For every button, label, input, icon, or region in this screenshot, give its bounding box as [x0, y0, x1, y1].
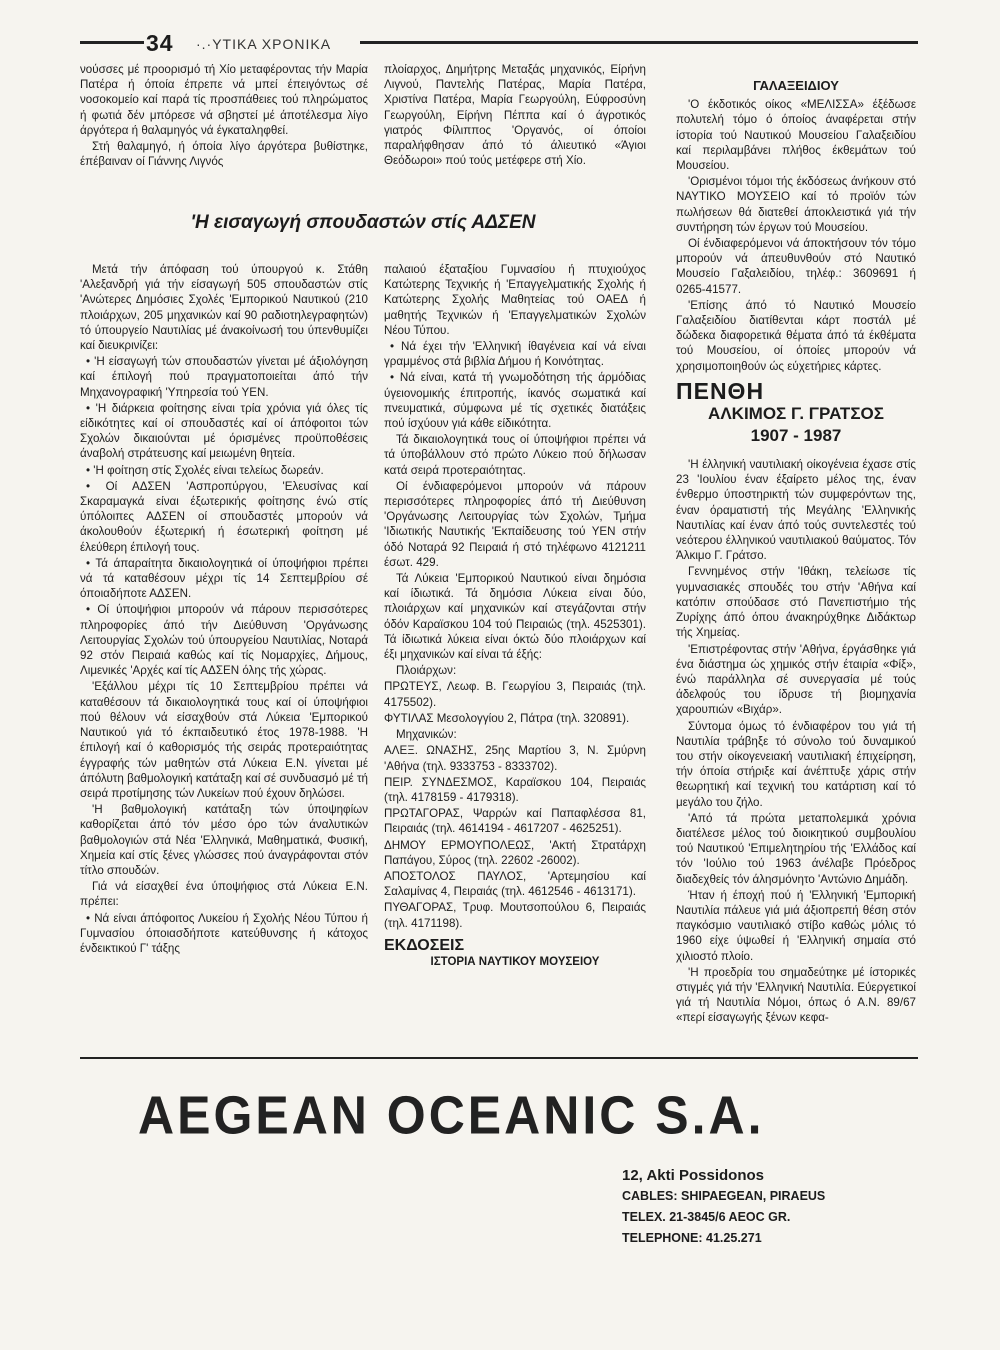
obituary-name: ΑΛΚΙΜΟΣ Γ. ΓΡΑΤΣΟΣ [708, 404, 884, 424]
paragraph: 'Από τά πρώτα μεταπολεμικά χρόνια διατέλεσε μέλος τού διοικητικού συμβουλίου τού Ναυτικού 'Επιμελητηρίου τής 'Ελλάδος καί τόν 'Ιούλιο τού 1963 άνέλαβε Πρόεδρος διαδεχθείς τόν άλησμόνητο 'Αντώνιο Δημάδη. [676, 811, 916, 886]
magazine-title: ·.·ΥΤΙΚΑ ΧΡΟΝΙΚΑ [196, 36, 332, 52]
list-item: ΦΥΤΙΛΑΣ Μεσολογγίου 2, Πάτρα (τηλ. 320891). [384, 711, 630, 725]
top-column-2 [384, 62, 646, 169]
ekdoseis-subheading: ΙΣΤΟΡΙΑ ΝΑΥΤΙΚΟΥ ΜΟΥΣΕΙΟΥ [430, 955, 600, 968]
paragraph: Ήταν ή έποχή πού ή 'Ελληνική 'Εμπορική Ναυτιλία πάλευε γιά μιά άξιοπρεπή θέση στόν παγκόσμιο ναυτιλιακό στίβο καθώς μόλις τό 1960 είχε ύψωθεί ή 'Ελληνική σημαία στό χιλιοστό πλοίο. [676, 888, 916, 963]
paragraph: πλοίαρχος, Δημήτρης Μεταξάς μηχανικός, Είρήνη Λιγνού, Παντελής Πατέρας, Μαρία Πατέρα, Χριστίνα Πατέρα, Μαρία Γεωργούλη, Εύφροσύνη Γεωργούλη, Είρήνη Πέππα καί ό άγροτικός γιατρός Φίλιππος 'Οργανός, οί όποίοι παραλήφθησαν άπό τό άλιευτικό «Άγιοι Θεόδωροι» πού τούς μετέφερε στή Χίο. [384, 63, 646, 168]
list-item: ΠΥΘΑΓΟΡΑΣ, Τρυφ. Μουτσοπούλου 6, Πειραιάς (τηλ. 4171198). [384, 901, 646, 930]
paragraph: Μετά τήν άπόφαση τού ύπουργού κ. Στάθη 'Αλεξανδρή γιά τήν είσαγωγή 505 σπουδαστών στίς 'Ανώτερες Δημόσιες Σχολές 'Εμπορικού Ναυτικού (210 πλοιάρχων, 205 μηχανικών καί 90 ραδιοτηλεγραφητών) τό ύπουργείο Ναυτιλίας μέ άνακοίνωσή του ύπενθυμίζει καί διευκρινίζει: [80, 263, 368, 353]
bullet-paragraph: • Οί ύποψήφιοι μπορούν νά πάρουν περισσότερες πληροφορίες άπό τήν Διεύθυνση 'Οργάνωσης Λειτουργίας Σχολών τού ύπουργείου Ναυτιλίας, Νοταρά 92 στόν Πειραιά καθώς καί τίς Νομαρχίες, Δήμους, Λιμενικές 'Αρχές καί τίς ΑΔΣΕΝ όλης τής χώρας. [80, 602, 368, 678]
paragraph: 'Η έλληνική ναυτιλιακή οίκογένεια έχασε στίς 23 'Ιουλίου έναν έξαίρετο μέλος της, έναν ένθερμο ύποστηρικτή τών συμφερόντων της, έναν όραματιστή τής Μεγάλης 'Ελληνικής Ναυτιλίας καί έναν άπό τούς συντελεστές τού νεότερου έλληνικού ναυτιλιακού θαύματος. Τόν Άλκιμο Γ. Γράτσο. [676, 458, 916, 563]
obituary-years: 1907 - 1987 [750, 426, 842, 446]
bullet-paragraph: • 'Η διάρκεια φοίτησης είναι τρία χρόνια γιά όλες τίς είδικότητες καί οί σπουδαστές καί οί άπόφοιτοι τών Σχολών δικαιούνται μέ όρισμένες προϋποθέσεις άναβολή στράτευσης καί μειωμένη θητεία. [80, 401, 368, 462]
list-item: ΠΡΩΤΕΥΣ, Λεωφ. Β. Γεωργίου 3, Πειραιάς (τηλ. 4175502). [384, 680, 646, 709]
paragraph: 'Επίσης άπό τό Ναυτικό Μουσείο Γαλαξειδίου διατίθενται κάρτ ποστάλ μέ δώδεκα διαφορετικά θέματα άπό τά έκθέματα τού Μουσείου, οί όποίες μπορούν νά χρησιμοποιηθούν ώς εύχετήριες κάρτες. [676, 298, 916, 373]
ad-company-name: AEGEAN OCEANIC S.A. [138, 1085, 765, 1146]
header-rule-right [360, 41, 918, 44]
paragraph: Σύντομα όμως τό ένδιαφέρον του γιά τή Ναυτιλία τράβηξε τό σύνολο τού δυναμικού του στήν οίκογενειακή ναυτιλιακή έπιχείρηση, τήν όποία στήριξε καί άνέπτυξε χάρις στήν θεωρητική καί τεχνική του κατάρτιση καί τό μεγάλο του ζήλο. [676, 719, 916, 809]
list-item: ΔΗΜΟΥ ΕΡΜΟΥΠΟΛΕΩΣ, 'Ακτή Στρατάρχη Παπάγου, Σύρος (τηλ. 22602 -26002). [384, 838, 646, 867]
list-item: ΠΡΩΤΑΓΟΡΑΣ, Ψαρρών καί Παπαφλέσσα 81, Πειραιάς (τηλ. 4614194 - 4617207 - 4625251). [384, 807, 646, 836]
article-column-1 [80, 262, 368, 957]
bullet-paragraph: • 'Η φοίτηση στίς Σχολές είναι τελείως δωρεάν. [80, 463, 368, 478]
bottom-divider [80, 1057, 918, 1059]
paragraph: Τά δικαιολογητικά τους οί ύποψήφιοι πρέπει νά τά ύποβάλλουν στό πρώτο Λύκειο πού δήλωσαν κατά σειρά προτεραιότητας. [384, 433, 646, 477]
paragraph: 'Η προεδρία του σημαδεύτηκε μέ ίστορικές στιγμές γιά τήν 'Ελληνική Ναυτιλία. Εύεργετικοί γιά τή Ναυτιλία Νόμοι, όπως ό Α.Ν. 89/67 «περί είσαγωγής ξένων κεφα- [676, 965, 916, 1025]
bullet-paragraph: • Τά άπαραίτητα δικαιολογητικά οί ύποψήφιοι πρέπει νά τά καταθέσουν μέχρι τίς 14 Σεπτεμβρίου σέ όποιαδήποτε ΑΔΣΕΝ. [80, 556, 368, 602]
obituaries-heading: ΠΕΝΘΗ [676, 377, 765, 404]
paragraph: 'Επιστρέφοντας στήν 'Αθήνα, έργάσθηκε γιά ένα διάστημα ώς χημικός στήν έταιρία «Φίξ», ένώ παράλληλα σέ συνεργασία μέ τούς άδελφούς του ίδρυσε τή βιομηχανία χαρουπιών «Βιχάρ». [676, 642, 916, 717]
bullet-paragraph: • 'Η είσαγωγή τών σπουδαστών γίνεται μέ άξιολόγηση καί έπιλογή πού πραγματοποιείται άπό τήν Μηχανογραφική 'Υπηρεσία τού ΥΕΝ. [80, 354, 368, 400]
paragraph: 'Ορισμένοι τόμοι τής έκδόσεως άνήκουν στό ΝΑΥΤΙΚΟ ΜΟΥΣΕΙΟ καί τό προϊόν τών πωλήσεων θά διατεθεί άποκλειστικά γιά τήν συντήρηση τών έργων τού Μουσείου. [676, 175, 916, 234]
bullet-paragraph: • Οί ΑΔΣΕΝ 'Ασπροπύργου, 'Ελευσίνας καί Σκαραμαγκά είναι έξωτερικής φοίτησης ένώ στίς ύπόλοιπες ΑΔΣΕΝ οί σπουδαστές μπορούν νά άκολουθούν έξωτερική ή έσωτερική φοίτηση μέ έλεύθερη έπιλογή τους. [80, 479, 368, 555]
header-rule-left [80, 41, 144, 44]
page-number: 34 [146, 30, 174, 56]
right-column [676, 78, 916, 1027]
ad-cables: CABLES: SHIPAEGEAN, PIRAEUS [622, 1189, 826, 1203]
galaxidi-heading: ΓΑΛΑΞΕΙΔΙΟΥ [753, 78, 839, 93]
ekdoseis-heading: ΕΚΔΟΣΕΙΣ [384, 936, 465, 954]
paragraph: παλαιού έξαταξίου Γυμνασίου ή πτυχιούχος Κατώτερης Τεχνικής ή 'Επαγγελματικής Σχολής ή Κατώτερης Σχολής Μαθητείας τού ΟΑΕΔ ή μαθητής Τεχνικών ή 'Επαγγελματικών Σχολών Νέου Τύπου. [384, 263, 646, 337]
article-column-2 [384, 262, 646, 970]
list-heading: Πλοιάρχων: [396, 664, 457, 678]
ad-contact-block [622, 1165, 825, 1249]
paragraph: Στή θαλαμηγό, ή όποία λίγο άργότερα βυθίστηκε, έπέβαιναν οί Γιάννης Λιγνός [80, 140, 368, 169]
paragraph: Γιά νά είσαχθεί ένα ύποψήφιος στά Λύκεια Ε.Ν. πρέπει: [80, 880, 368, 909]
paragraph: 'Εξάλλου μέχρι τίς 10 Σεπτεμβρίου πρέπει νά καταθέσουν τά δικαιολογητικά τους καί οί ύποψήφιοι πού θέλουν νά είσαχθούν στά Λύκεια 'Εμπορικού Ναυτικού γιά τό έκπαιδευτικό έτος 1978-1988. 'Η έπιλογή καί ό καθορισμός τής σειράς προτεραιότητας έγγραφής τών μαθητών στά Λύκεια Ε.Ν. γίνεται μέ άπόλυτη βαθμολογική κατάταξη καί σέ συνδυασμό μέ τή σειρά προτίμησης τών Λυκείων πού έχουν δηλώσει. [80, 680, 368, 800]
bullet-paragraph: • Νά είναι, κατά τή γνωμοδότηση τής άρμόδιας ύγειονομικής έπιτροπής, ίκανός σωματικά καί πνευματικά, σύμφωνα μέ τίς σχετικές διατάξεις πού ίσχύουν γιά κάθε είδικότητα. [384, 370, 646, 431]
paragraph: Οί ένδιαφερόμενοι μπορούν νά πάρουν περισσότερες πληροφορίες άπό τή Διεύθυνση 'Οργάνωσης Λειτουργίας τών Σχολών, Τμήμα 'Ιδιωτικής Ναυτικής 'Εκπαίδευσης τού ΥΕΝ στήν όδό Νοταρά 92 Πειραιά ή στό τηλέφωνο 4121211 έσωτ. 429. [384, 479, 646, 569]
ad-address: 12, Akti Possidonos [622, 1167, 764, 1184]
paragraph: Τά Λύκεια 'Εμπορικού Ναυτικού είναι δημόσια καί ίδιωτικά. Τά δημόσια Λύκεια είναι δύο, πλοιάρχων καί μηχανικών καί στεγάζονται στήν όδόν Καραϊσκου 104 τού Πειραιώς (τηλ. 4525301). Τά ίδιωτικά λύκεια είναι όκτώ δύο πλοιάρχων καί έξι μηχανικών καί είναι τά έξής: [384, 572, 646, 662]
list-heading: Μηχανικών: [396, 728, 457, 742]
ad-telephone: TELEPHONE: 41.25.271 [622, 1231, 762, 1245]
ad-telex: TELEX. 21-3845/6 AEOC GR. [622, 1210, 791, 1224]
top-column-1 [80, 62, 368, 170]
article-title: 'Η εισαγωγή σπουδαστών στίς ΑΔΣΕΝ [190, 212, 536, 233]
bullet-paragraph: • Νά έχει τήν 'Ελληνική ίθαγένεια καί νά είναι γραμμένος στά βιβλία Δήμου ή Κοινότητας. [384, 339, 646, 369]
bullet-paragraph: • Νά είναι άπόφοιτος Λυκείου ή Σχολής Νέου Τύπου ή Γυμνασίου όποιασδήποτε κατεύθυνσης ή κάτοχος ένδεικτικού Γ' τάξης [80, 911, 368, 957]
paragraph: 'Ο έκδοτικός οίκος «ΜΕΛΙΣΣΑ» έξέδωσε πολυτελή τόμο ό όποίος άναφέρεται στήν ίστορία τού Ναυτικού Μουσείου Γαλαξειδίου καί περιλαμβάνει πλήθος έκθεμάτων τού Μουσείου. [676, 98, 916, 173]
paragraph: 'Η βαθμολογική κατάταξη τών ύποψηφίων καθορίζεται άπό τόν μέσο όρο τών άναλυτικών βαθμολογιών στά Νέα 'Ελληνικά, Μαθηματικά, Φυσική, Χημεία καί στίς ξένες γλώσσες πού άναγράφονται στόν τίτλο σπουδών. [80, 803, 368, 877]
paragraph: Γεννημένος στήν 'Ιθάκη, τελείωσε τίς γυμνασιακές σπουδές του στήν 'Αθήνα καί κατόπιν σπούδασε στό Πανεπιστήμιο τής Ζυρίχης άπό όπου άνακηρύχθηκε Διδάκτωρ τής Χημείας. [676, 565, 916, 640]
list-item: ΑΠΟΣΤΟΛΟΣ ΠΑΥΛΟΣ, 'Αρτεμησίου καί Σαλαμίνας 4, Πειραιάς (τηλ. 4612546 - 4613171). [384, 869, 646, 899]
paragraph: νούσσες μέ προορισμό τή Χίο μεταφέροντας τήν Μαρία Πατέρα ή όποία έπρεπε νά μπεί έπειγόντως σέ νοσοκομείο καί παρά τίς προσπάθειες τού πληρώματος ή φωτιά δέν μπόρεσε νά σβηστεί μέ άποτέλεσμα λίγο άργότερα ή θαλαμηγός νά έγκαταληφθεί. [80, 63, 368, 137]
list-item: ΑΛΕΞ. ΩΝΑΣΗΣ, 25ης Μαρτίου 3, Ν. Σμύρνη 'Αθήνα (τηλ. 9333753 - 8333702). [384, 744, 646, 773]
list-item: ΠΕΙΡ. ΣΥΝΔΕΣΜΟΣ, Καραϊσκου 104, Πειραιάς (τηλ. 4178159 - 4179318). [384, 775, 646, 804]
paragraph: Οί ένδιαφερόμενοι νά άποκτήσουν τόν τόμο μπορούν νά άπευθυνθούν στό Ναυτικό Μουσείο Γαξαλειδίου, τηλέφ.: 3609691 ή 0265-41577. [676, 237, 916, 296]
